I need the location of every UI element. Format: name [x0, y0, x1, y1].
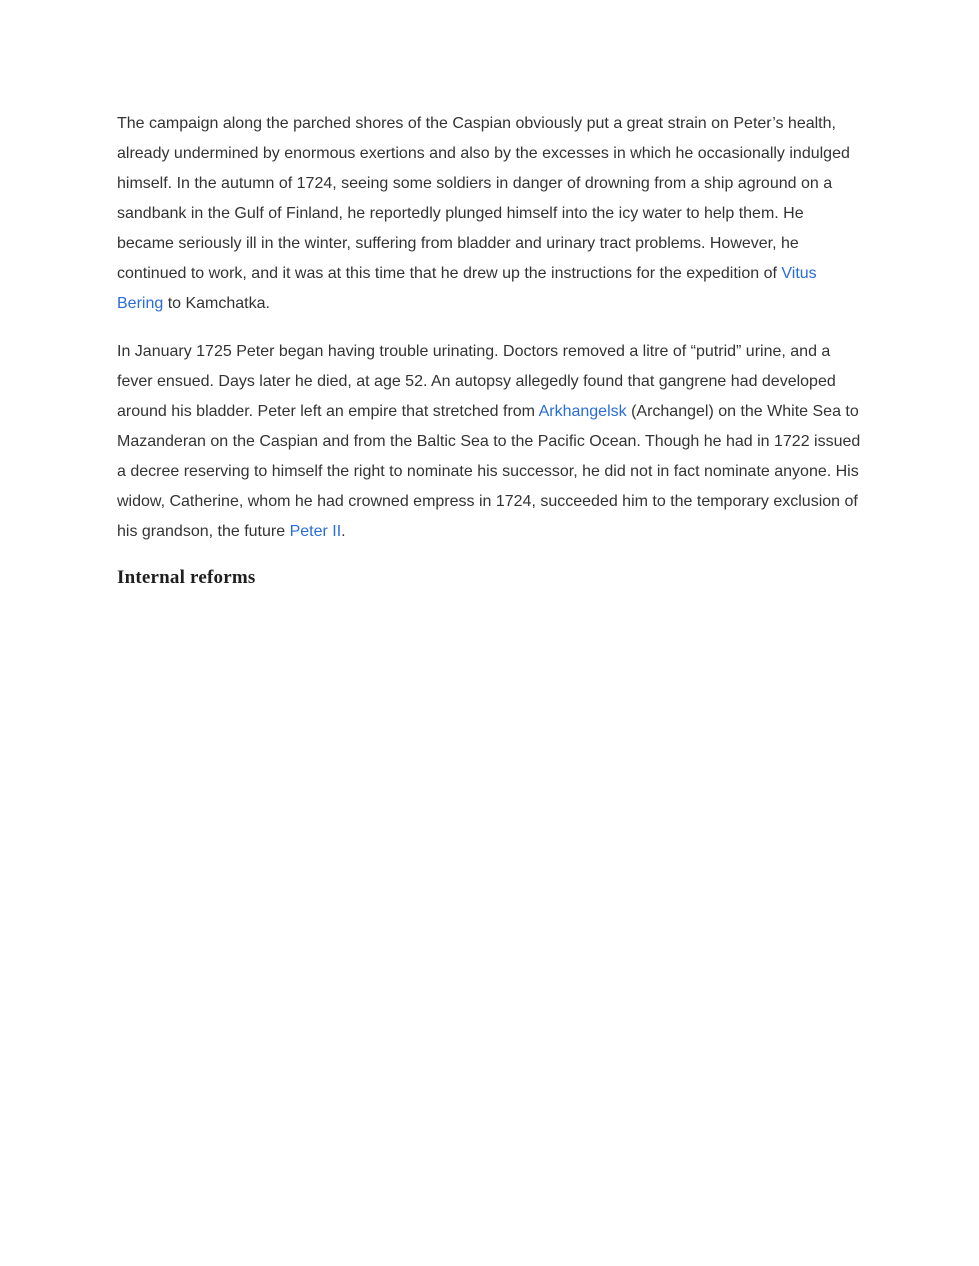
text-run: to Kamchatka. [163, 295, 270, 312]
paragraph [117, 337, 862, 547]
article-content [117, 0, 862, 591]
inline-link[interactable]: Arkhangelsk [538, 403, 627, 420]
paragraph [117, 109, 862, 319]
text-run: (Archangel) on the White Sea to Mazanderan on the Caspian and from the Baltic Sea to the Pacific Ocean. Though he had in 1722 issued a decree reserving to himself the right to nominate his successor, he did not in fact nominate anyone. His widow, Catherine, whom he had crowned empress in 1724, succeeded him to the temporary exclusion of his grandson, the future [117, 403, 861, 540]
text-run: . [341, 523, 346, 540]
section-heading: Internal reforms [117, 567, 256, 588]
text-run: In January 1725 Peter began having trouble urinating. Doctors removed a litre of “putrid” urine, and a fever ensued. Days later he died, at age 52. An autopsy allegedly found that gangrene had developed around his bladder. Peter left an empire that stretched from [117, 343, 836, 420]
article-paragraphs [117, 109, 862, 547]
inline-link[interactable]: Peter II [289, 523, 342, 540]
inline-link[interactable]: Vitus Bering [117, 265, 817, 312]
text-run: The campaign along the parched shores of the Caspian obviously put a great strain on Peter’s health, already undermined by enormous exertions and also by the excesses in which he occasionally indulged himself. In the autumn of 1724, seeing some soldiers in danger of drowning from a ship aground on a sandbank in the Gulf of Finland, he reportedly plunged himself into the icy water to help them. He became seriously ill in the winter, suffering from bladder and urinary tract problems. However, he continued to work, and it was at this time that he drew up the instructions for the expedition of [117, 115, 850, 282]
